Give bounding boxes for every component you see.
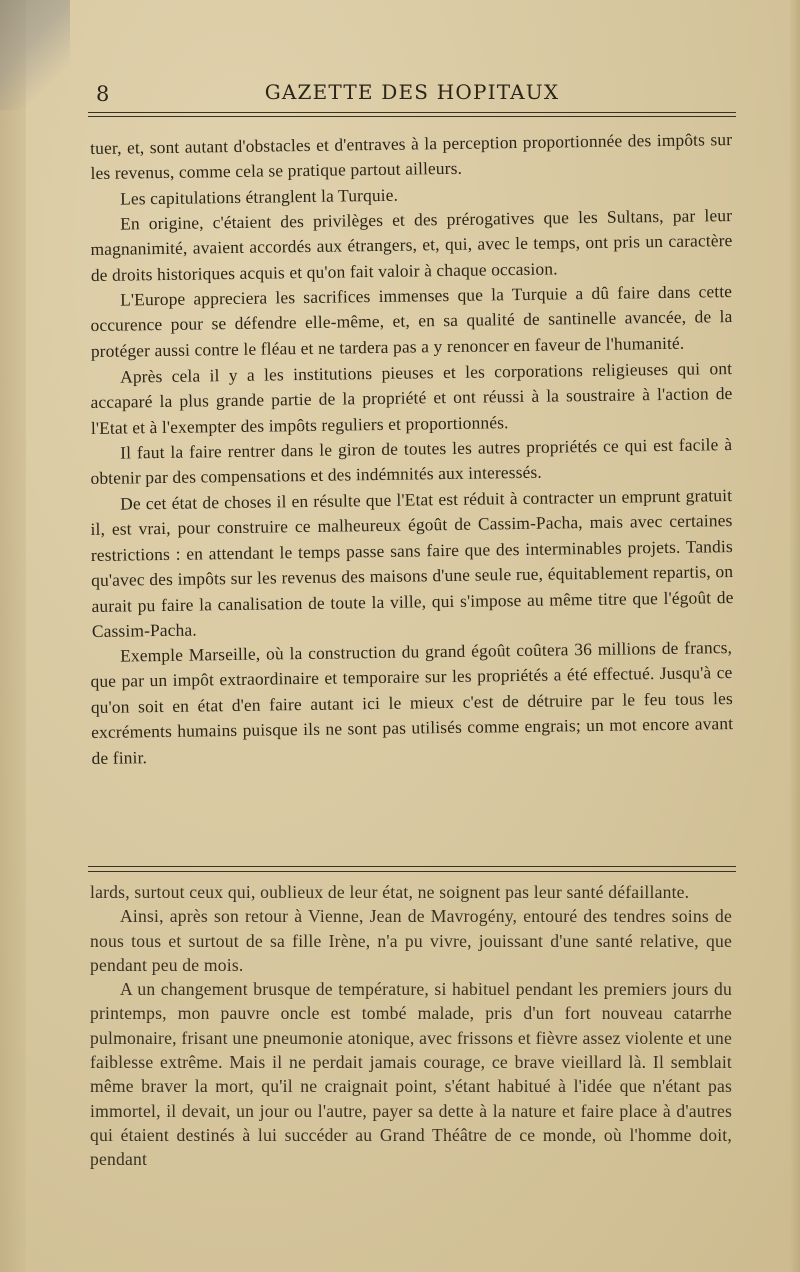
section-divider-thin [88, 871, 736, 872]
page-right-edge [790, 0, 800, 1272]
torn-corner [0, 0, 70, 110]
running-title: GAZETTE DES HOPITAUX [264, 80, 560, 104]
page-header [88, 76, 736, 106]
page-number: 8 [96, 82, 110, 106]
paragraph: De cet état de choses il en résulte que l'Etat est réduit à contracter un emprunt gratuit il, est vrai, pour construire ce malheureux égoût de Cassim-Pacha, mais avec certaines restrictions : en attendant le temps passe sans faire que des interminables projets. Tandis qu'avec des impôts sur les revenus des maisons d'une seule rue, équitablement repartis, on aurait pu faire la canalisation de toute la ville, qui s'impose au même titre que l'égoût de Cassim-Pacha. [90, 484, 734, 641]
upper-text-column [90, 129, 734, 771]
paragraph: Exemple Marseille, où la construction du grand égoût coûtera 36 millions de francs, que par un impôt extraordinaire et temporaire sur les propriétés a été effectué. Jusqu'à ce qu'on soit en état d'en faire autant ici le mieux c'est de détruire par le feu tous les excréments humains puisque ils ne sont pas utilisés comme engrais; un mot encore avant de finir. [90, 637, 734, 768]
header-rule [88, 112, 736, 113]
paragraph: Les capitulations étranglent la Turquie. [120, 184, 399, 209]
paragraph: Il faut la faire rentrer dans le giron de toutes les autres propriétés ce qui est facile à obtenir par des compensations et des indémnités aux interessés. [90, 433, 733, 489]
page-left-edge [0, 0, 26, 1272]
paragraph: L'Europe appreciera les sacrifices immenses que la Turquie a dû faire dans cette occurence pour se défendre elle-même, et, en sa qualité de santinelle avancée, de la protéger aussi contre le fléau et ne tardera pas a y renoncer en faveur de l'humanité. [90, 281, 733, 362]
header-rule-thin [88, 116, 736, 117]
paragraph: A un changement brusque de température, si habituel pendant les premiers jours du printemps, mon pauvre oncle est tombé malade, pris d'un fort nouveau catarrhe pulmonaire, frisant une pneumonie atonique, avec frissons et fièvre assez violente et une faiblesse extrême. Mais il ne perdait jamais courage, ce brave vieillard là. Il semblait même braver la mort, qu'il ne craignait point, s'étant habitué à l'idée que n'étant pas immortel, il devait, un jour ou l'autre, payer sa dette à la nature et faire place à d'autres qui étaient destinés à lui succéder au Grand Théâtre de ce monde, où l'homme doit, pendant [90, 979, 732, 1170]
lower-text-column [90, 880, 732, 1172]
paragraph: En origine, c'étaient des privilèges et des prérogatives que les Sultans, par leur magnanimité, avaient accordés aux étrangers, et, qui, avec le temps, ont pris un caractère de droits historiques acquis et qu'on fait valoir à chaque occasion. [90, 205, 733, 286]
section-divider [88, 866, 736, 867]
paragraph: tuer, et, sont autant d'obstacles et d'entraves à la perception proportionnée des impôts sur les revenus, comme cela se pratique partout ailleurs. [90, 129, 733, 184]
paragraph: lards, surtout ceux qui, oublieux de leur état, ne soignent pas leur santé défaillante. [90, 882, 690, 902]
paragraph: Après cela il y a les institutions pieuses et les corporations religieuses qui ont accaparé la plus grande partie de la propriété et ont réussi à la soustraire à l'action de l'Etat et à l'exempter des impôts reguliers et proportionnés. [90, 357, 733, 438]
paragraph: Ainsi, après son retour à Vienne, Jean de Mavrogény, entouré des tendres soins de nous tous et surtout de sa fille Irène, n'a pu vivre, jouissant d'une santé relative, que pendant peu de mois. [90, 906, 732, 975]
